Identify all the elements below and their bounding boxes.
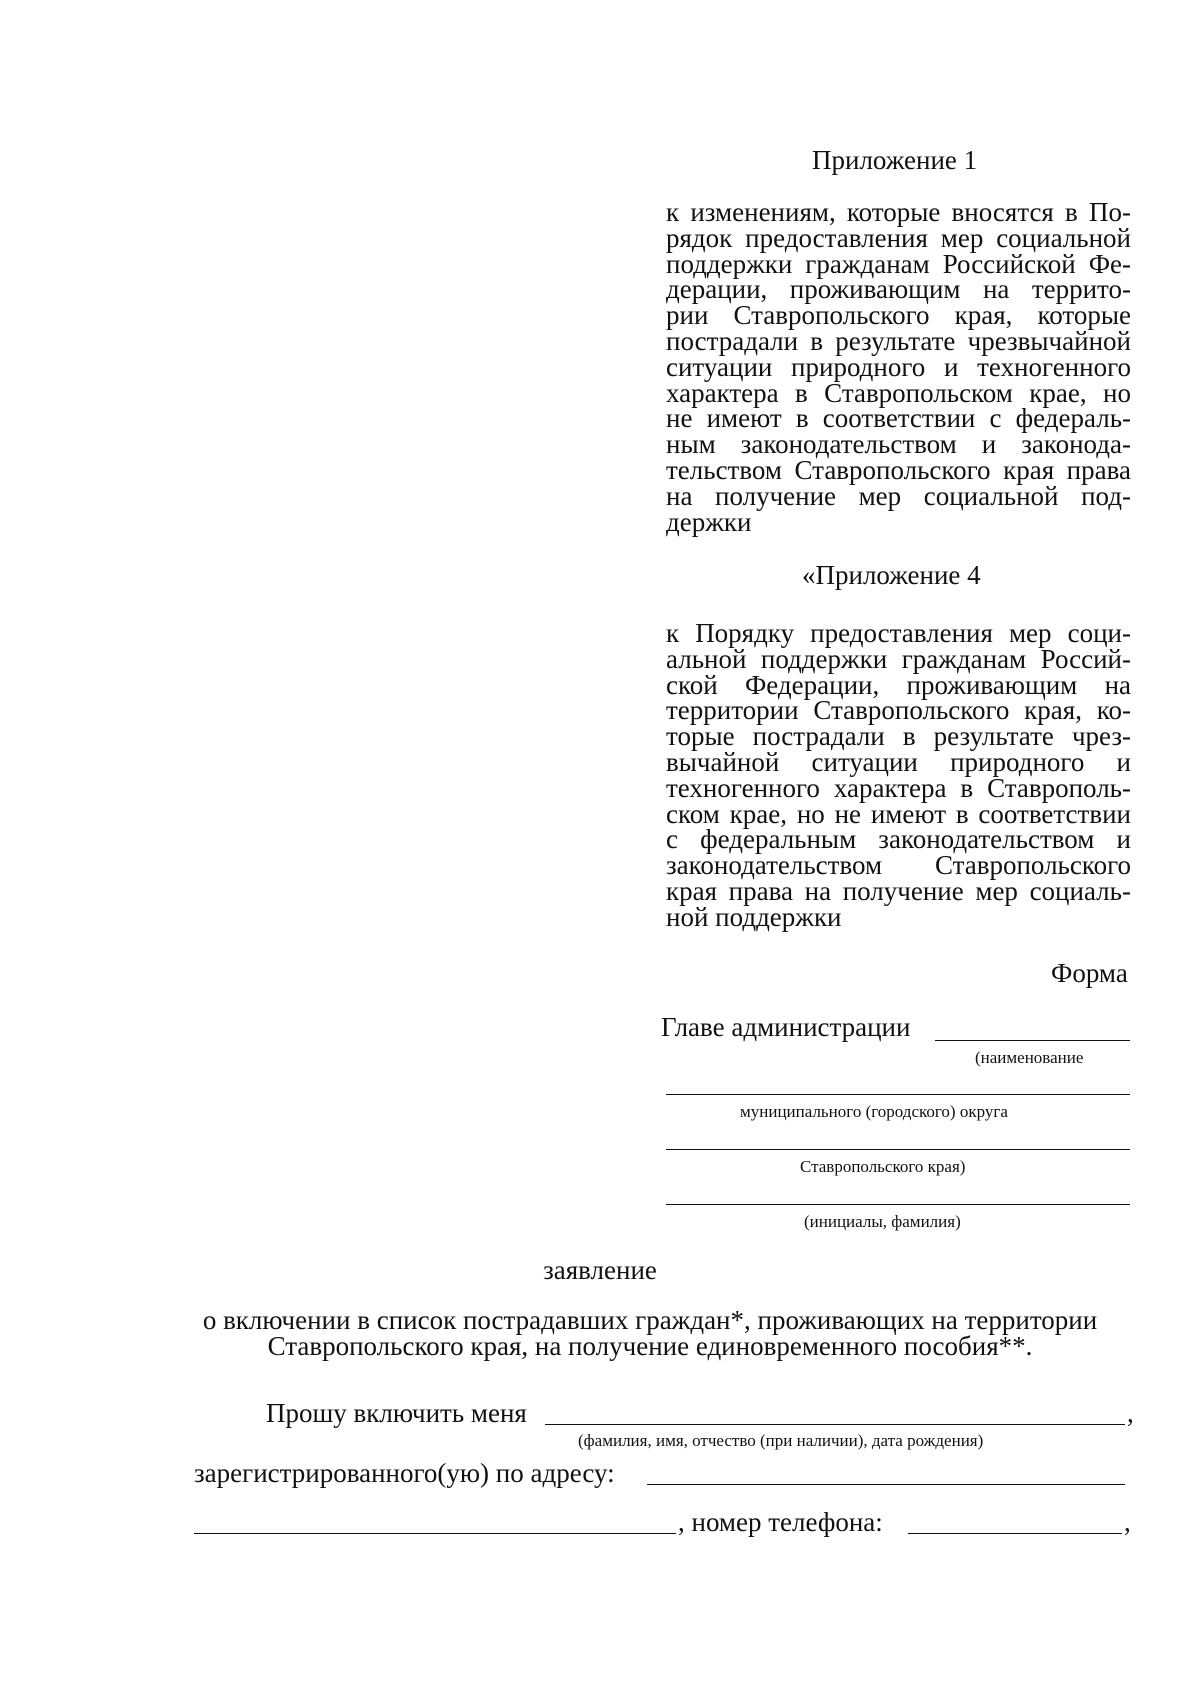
fio-field[interactable] (545, 1424, 1125, 1425)
appendix1-line: рядок предоставления мер социальной (666, 222, 1131, 253)
application-purpose (150, 1307, 1150, 1359)
appendix1-line: тельством Ставропольского края права (666, 454, 1131, 485)
appendix1-line: на получение мер социальной под- (666, 480, 1131, 511)
addressee-label: Главе администрации (661, 1012, 911, 1042)
appendix4-line: ной поддержки (666, 901, 842, 932)
purpose-line-2: Ставропольского края, на получение единовременного пособия**. (267, 1331, 1033, 1361)
appendix1-line: поддержки гражданам Российской Фе- (666, 248, 1131, 279)
phone-label: , номер телефона: (678, 1507, 883, 1537)
addressee-initials-field[interactable] (666, 1204, 1130, 1205)
appendix1-line: ситуации природного и техногенного (666, 351, 1131, 382)
phone-field[interactable] (908, 1533, 1122, 1534)
request-label: Прошу включить меня (266, 1398, 527, 1428)
form-label: Форма (1051, 958, 1128, 988)
appendix4-line: альной поддержки гражданам Россий- (666, 643, 1131, 674)
appendix1-line: ным законодательством и законода- (666, 429, 1131, 460)
appendix1-line: к изменениям, которые вносятся в По- (666, 197, 1131, 227)
address-label: зарегистрированного(ую) по адресу: (194, 1458, 615, 1488)
appendix4-line: к Порядку предоставления мер соци- (666, 618, 1131, 648)
address-field[interactable] (647, 1484, 1125, 1485)
caption-fio: (фамилия, имя, отчество (при наличии), дата рождения) (578, 1431, 984, 1450)
appendix1-title: Приложение 1 (812, 145, 978, 175)
appendix4-line: с федеральным законодательством и (666, 824, 1131, 855)
appendix4-line: края права на получение мер социаль- (666, 875, 1131, 906)
phone-comma: , (1124, 1507, 1131, 1537)
address-field-continued[interactable] (194, 1533, 676, 1534)
appendix4-line: ском крае, но не имеют в соответствии (666, 798, 1131, 829)
appendix4-line: законодательством Ставропольского (666, 850, 1131, 881)
appendix4-line: территории Ставропольского края, ко- (666, 695, 1131, 726)
appendix1-line: не имеют в соответствии с федераль- (666, 403, 1131, 434)
appendix4-title: «Приложение 4 (802, 560, 981, 590)
appendix4-line: торые пострадали в результате чрез- (666, 721, 1131, 752)
appendix4-line: техногенного характера в Ставрополь- (666, 772, 1131, 803)
appendix1-line: характера в Ставропольском крае, но (666, 377, 1131, 408)
appendix1-line: держки (666, 506, 752, 537)
application-title: заявление (543, 1255, 657, 1285)
appendix4-line: вычайной ситуации природного и (666, 746, 1131, 777)
caption-kray: Ставропольского края) (800, 1157, 966, 1176)
appendix1-line: рии Ставропольского края, которые (666, 300, 1131, 331)
caption-initials: (инициалы, фамилия) (804, 1212, 961, 1231)
fio-comma: , (1127, 1398, 1134, 1428)
appendix1-text (666, 197, 1131, 537)
addressee-okrug-field[interactable] (666, 1094, 1130, 1095)
caption-okrug: муниципального (городского) округа (740, 1102, 1008, 1121)
appendix1-line: пострадали в результате чрезвычайной (666, 325, 1131, 356)
addressee-kray-field[interactable] (666, 1149, 1130, 1150)
appendix4-text (666, 618, 1131, 932)
appendix1-line: дерации, проживающим на террито- (666, 274, 1131, 305)
purpose-line-1: о включении в список пострадавших граждан*, проживающих на территории (202, 1305, 1098, 1335)
appendix4-line: ской Федерации, проживающим на (666, 669, 1131, 700)
caption-name: (наименование (975, 1048, 1084, 1067)
addressee-name-field[interactable] (935, 1040, 1130, 1041)
